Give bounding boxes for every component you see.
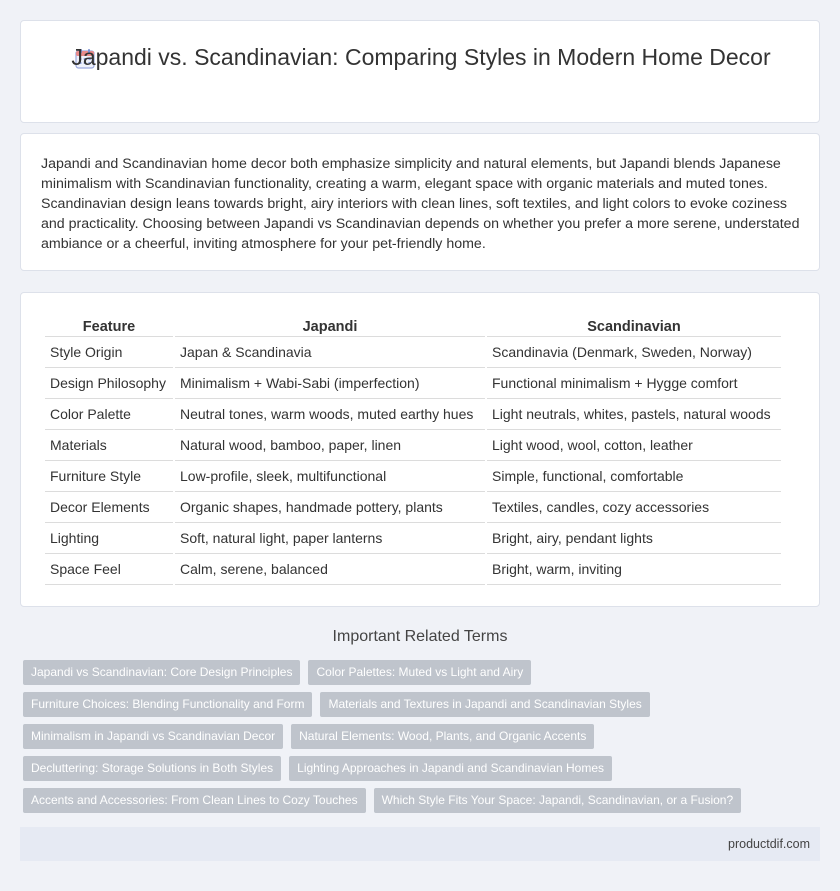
table-row bbox=[45, 492, 781, 523]
intro-paragraph: Japandi and Scandinavian home decor both emphasize simplicity and natural elements, but Japandi blends Japanese minimalism with Scandinavian functionality, creating a warm, elegant space with organic materials and muted tones. Scandinavian design leans towards bright, airy interiors with clean lines, soft textiles, and light colors to evoke coziness and practicality. Choosing between Japandi vs Scandinavian depends on whether you prefer a more serene, understated ambiance or a cheerful, inviting atmosphere for your pet-friendly home. bbox=[41, 156, 800, 252]
related-term-link[interactable]: Furniture Choices: Blending Functionality and Form bbox=[23, 692, 312, 717]
scandinavian-cell: Bright, warm, inviting bbox=[487, 554, 781, 585]
related-term-link[interactable]: Minimalism in Japandi vs Scandinavian Decor bbox=[23, 724, 283, 749]
scandinavian-cell: Light wood, wool, cotton, leather bbox=[487, 430, 781, 461]
table-row bbox=[45, 399, 781, 430]
table-row bbox=[45, 523, 781, 554]
scandinavian-cell: Functional minimalism + Hygge comfort bbox=[487, 368, 781, 399]
japandi-cell: Organic shapes, handmade pottery, plants bbox=[175, 492, 485, 523]
related-terms-heading: Important Related Terms bbox=[332, 628, 508, 645]
page-title: Japandi vs. Scandinavian: Comparing Styles in Modern Home Decor bbox=[71, 44, 771, 70]
table-row bbox=[45, 461, 781, 492]
feature-cell: Space Feel bbox=[45, 554, 173, 585]
table-header-row bbox=[45, 315, 781, 337]
japandi-cell: Natural wood, bamboo, paper, linen bbox=[175, 430, 485, 461]
footer-site-link[interactable]: productdif.com bbox=[728, 837, 810, 851]
scandinavian-cell: Scandinavia (Denmark, Sweden, Norway) bbox=[487, 337, 781, 368]
related-term-link[interactable]: Decluttering: Storage Solutions in Both Styles bbox=[23, 756, 281, 781]
related-term-link[interactable]: Accents and Accessories: From Clean Lines to Cozy Touches bbox=[23, 788, 366, 813]
related-terms-list bbox=[23, 660, 823, 820]
header-scandinavian: Scandinavian bbox=[487, 315, 781, 337]
japandi-cell: Neutral tones, warm woods, muted earthy hues bbox=[175, 399, 485, 430]
feature-cell: Color Palette bbox=[45, 399, 173, 430]
related-term-link[interactable]: Materials and Textures in Japandi and Scandinavian Styles bbox=[320, 692, 649, 717]
scandinavian-cell: Bright, airy, pendant lights bbox=[487, 523, 781, 554]
feature-cell: Furniture Style bbox=[45, 461, 173, 492]
table-row bbox=[45, 337, 781, 368]
japandi-cell: Low-profile, sleek, multifunctional bbox=[175, 461, 485, 492]
table-row bbox=[45, 368, 781, 399]
table-row bbox=[45, 554, 781, 585]
intro-card bbox=[20, 133, 820, 271]
footer-bar bbox=[20, 827, 820, 861]
japandi-cell: Japan & Scandinavia bbox=[175, 337, 485, 368]
feature-cell: Design Philosophy bbox=[45, 368, 173, 399]
feature-cell: Style Origin bbox=[45, 337, 173, 368]
related-term-link[interactable]: Which Style Fits Your Space: Japandi, Scandinavian, or a Fusion? bbox=[374, 788, 742, 813]
scandinavian-cell: Textiles, candles, cozy accessories bbox=[487, 492, 781, 523]
related-term-link[interactable]: Color Palettes: Muted vs Light and Airy bbox=[308, 660, 531, 685]
related-term-link[interactable]: Natural Elements: Wood, Plants, and Organic Accents bbox=[291, 724, 594, 749]
scandinavian-cell: Simple, functional, comfortable bbox=[487, 461, 781, 492]
japandi-cell: Calm, serene, balanced bbox=[175, 554, 485, 585]
comparison-table bbox=[43, 315, 783, 585]
header-japandi: Japandi bbox=[175, 315, 485, 337]
related-term-link[interactable]: Lighting Approaches in Japandi and Scandinavian Homes bbox=[289, 756, 612, 781]
comparison-card bbox=[20, 292, 820, 607]
header-feature: Feature bbox=[45, 315, 173, 337]
feature-cell: Lighting bbox=[45, 523, 173, 554]
scandinavian-cell: Light neutrals, whites, pastels, natural woods bbox=[487, 399, 781, 430]
feature-cell: Materials bbox=[45, 430, 173, 461]
feature-cell: Decor Elements bbox=[45, 492, 173, 523]
related-term-link[interactable]: Japandi vs Scandinavian: Core Design Principles bbox=[23, 660, 300, 685]
japandi-cell: Soft, natural light, paper lanterns bbox=[175, 523, 485, 554]
japandi-cell: Minimalism + Wabi-Sabi (imperfection) bbox=[175, 368, 485, 399]
table-row bbox=[45, 430, 781, 461]
header-card bbox=[20, 20, 820, 123]
